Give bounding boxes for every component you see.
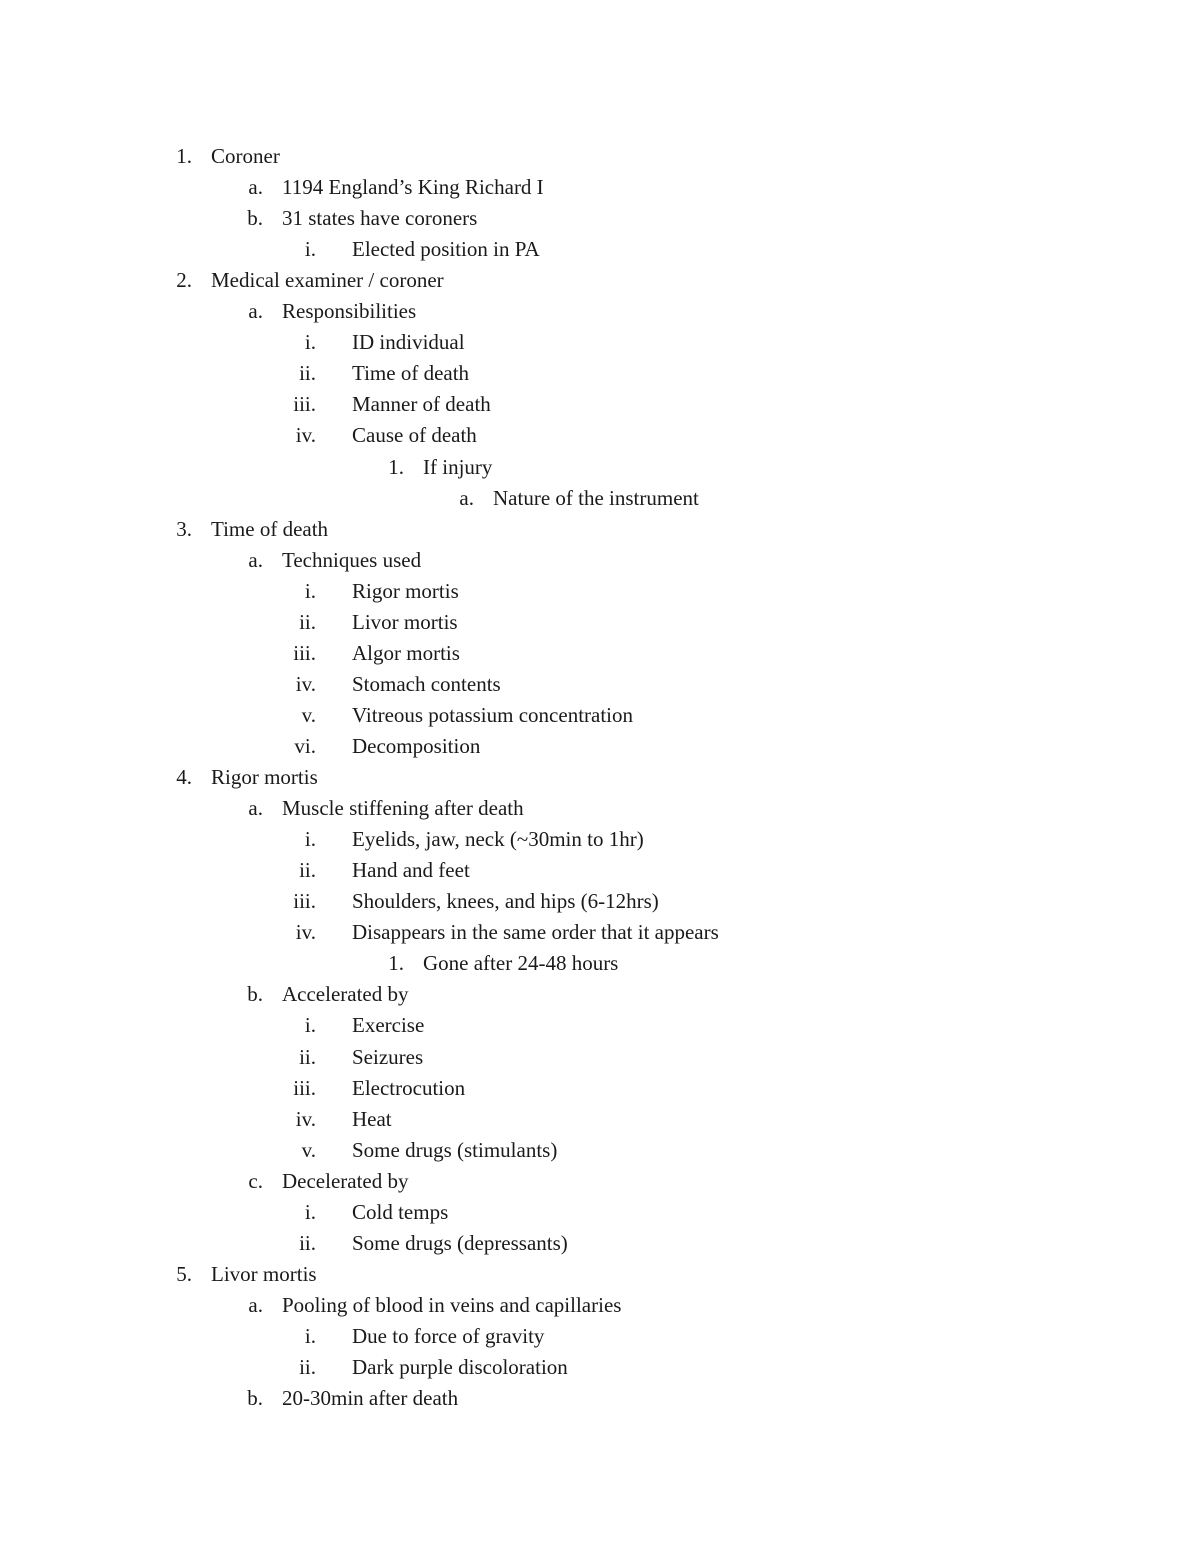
outline-text: Algor mortis — [352, 640, 460, 665]
outline-marker: 5. — [176, 1261, 192, 1286]
outline-marker: iv. — [295, 423, 316, 448]
outline-text: If injury — [423, 454, 493, 479]
outline-marker: 1. — [388, 454, 404, 479]
outline-text: Techniques used — [282, 547, 422, 572]
outline-text: Vitreous potassium concentration — [352, 702, 634, 727]
outline-text: Rigor mortis — [352, 578, 459, 603]
outline-text: Time of death — [352, 361, 470, 386]
outline-marker: b. — [247, 206, 263, 231]
outline-text: Manner of death — [352, 392, 491, 417]
outline-marker: ii. — [299, 361, 316, 386]
outline-marker: i. — [304, 827, 316, 852]
outline-marker: ii. — [299, 609, 316, 634]
outline-text: Coroner — [211, 144, 280, 168]
outline-text: Some drugs (depressants) — [352, 1230, 568, 1255]
outline-text: Muscle stiffening after death — [282, 796, 524, 821]
outline-marker: iv. — [295, 671, 316, 696]
outline-text: Seizures — [352, 1044, 424, 1069]
outline-text: Exercise — [352, 1013, 425, 1038]
outline-marker: a. — [248, 1292, 263, 1317]
outline-text: Cause of death — [352, 423, 477, 448]
outline-text: Shoulders, knees, and hips (6-12hrs) — [352, 889, 659, 914]
outline-marker: v. — [301, 1137, 316, 1162]
outline-marker: ii. — [299, 858, 316, 883]
outline-marker: 1. — [388, 951, 404, 976]
outline-text: Medical examiner / coroner — [211, 268, 444, 293]
outline-marker: ii. — [299, 1355, 316, 1379]
outline-text: Pooling of blood in veins and capillaries — [282, 1292, 622, 1317]
outline-text: Time of death — [211, 516, 329, 541]
outline-text: Cold temps — [352, 1199, 449, 1224]
outline-marker: ii. — [299, 1230, 316, 1255]
outline-marker: iii. — [293, 640, 316, 665]
outline-marker: 2. — [176, 268, 192, 293]
outline-marker: a. — [248, 175, 263, 200]
outline-marker: a. — [459, 485, 474, 510]
outline-text: Gone after 24-48 hours — [423, 951, 619, 976]
outline-marker: iv. — [295, 1106, 316, 1131]
outline-marker: i. — [304, 237, 316, 262]
outline-text: 31 states have coroners — [282, 206, 478, 231]
outline-marker: v. — [301, 702, 316, 727]
outline-text: Decelerated by — [282, 1168, 409, 1193]
outline-text: Heat — [352, 1106, 392, 1131]
outline-marker: a. — [248, 796, 263, 821]
outline-text: Accelerated by — [282, 982, 409, 1007]
outline-text: Livor mortis — [352, 609, 458, 634]
outline-text: Eyelids, jaw, neck (~30min to 1hr) — [352, 827, 644, 852]
outline-text: Due to force of gravity — [352, 1323, 545, 1348]
outline-marker: ii. — [299, 1044, 316, 1069]
outline-text: Responsibilities — [282, 299, 417, 324]
outline-marker: 3. — [176, 516, 192, 541]
outline-marker: a. — [248, 299, 263, 324]
outline-marker: b. — [247, 982, 263, 1007]
outline-text: Rigor mortis — [211, 765, 318, 789]
outline-marker: i. — [304, 1199, 316, 1224]
outline-marker: 4. — [176, 765, 192, 789]
outline-marker: b. — [247, 1386, 263, 1410]
outline-text: Hand and feet — [352, 858, 470, 883]
outline-text: 20-30min after death — [282, 1386, 459, 1410]
outline-text: 1194 England’s King Richard I — [282, 175, 544, 200]
outline-marker: i. — [304, 330, 316, 355]
outline-text: Decomposition — [352, 734, 481, 758]
outline-text: Dark purple discoloration — [352, 1355, 568, 1379]
outline-text: Elected position in PA — [352, 237, 540, 262]
outline-marker: iii. — [293, 1075, 316, 1100]
outline-marker: iii. — [293, 889, 316, 914]
outline-marker: a. — [248, 547, 263, 572]
outline-text: Disappears in the same order that it appears — [352, 920, 719, 945]
outline-marker: iii. — [293, 392, 316, 417]
outline-marker: i. — [304, 578, 316, 603]
outline-marker: i. — [304, 1013, 316, 1038]
outline-text: Electrocution — [352, 1075, 466, 1100]
outline-text: Stomach contents — [352, 671, 501, 696]
outline-text: Livor mortis — [211, 1261, 317, 1286]
outline-marker: vi. — [294, 734, 316, 758]
outline-marker: c. — [248, 1168, 263, 1193]
outline-text: ID individual — [352, 330, 465, 355]
outline-marker: i. — [304, 1323, 316, 1348]
outline-text: Some drugs (stimulants) — [352, 1137, 558, 1162]
outline-marker: 1. — [176, 144, 192, 168]
outline-marker: iv. — [295, 920, 316, 945]
outline-text: Nature of the instrument — [493, 485, 699, 510]
